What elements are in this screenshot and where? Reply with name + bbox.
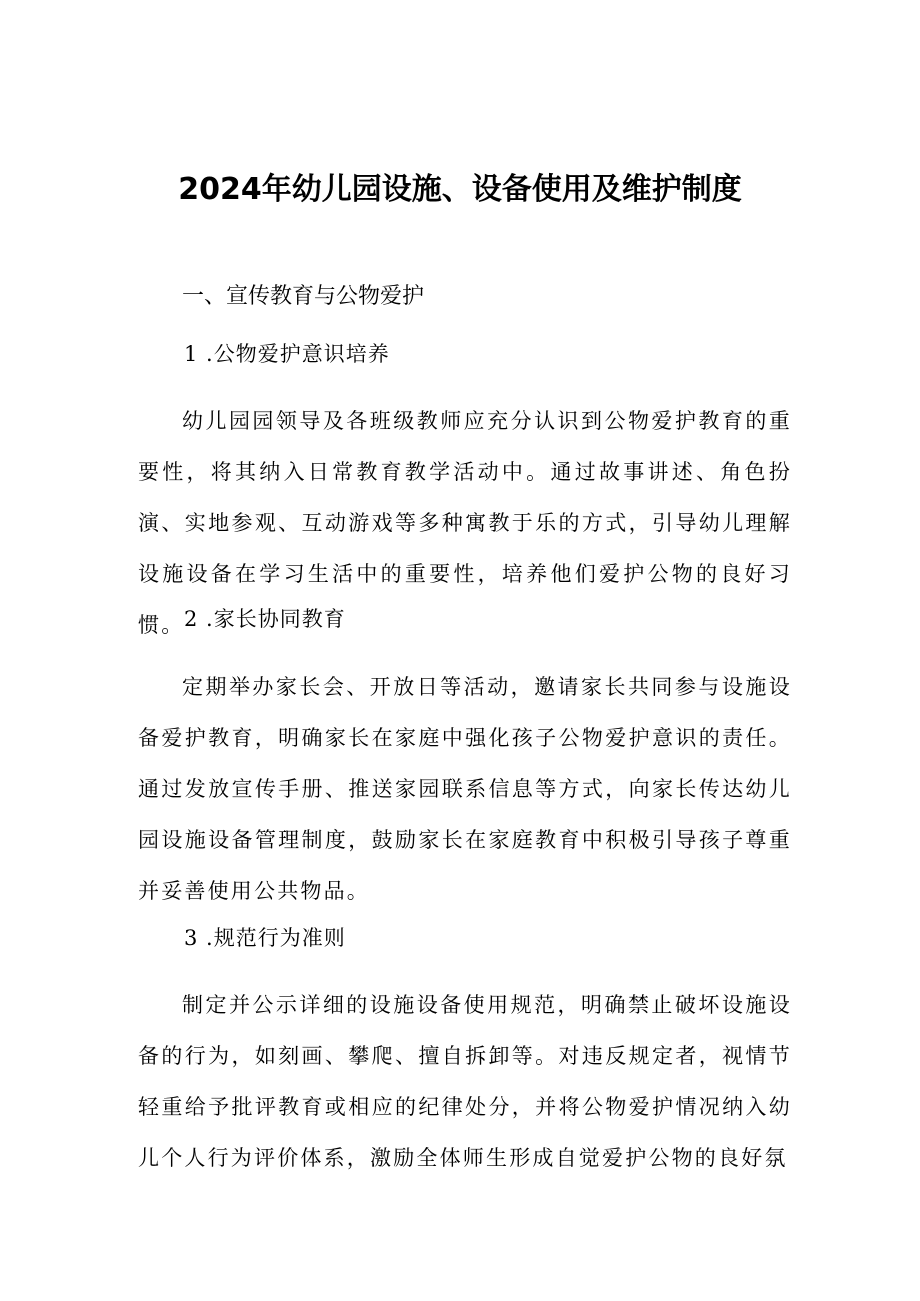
section-heading: 一、宣传教育与公物爱护 xyxy=(182,284,425,309)
paragraph-1: 幼儿园园领导及各班级教师应充分认识到公物爱护教育的重要性，将其纳入日常教育教学活动中。通过故事讲述、角色扮演、实地参观、互动游戏等多种寓教于乐的方式，引导幼儿理解设施设备在学习生活中的重要性，培养他们爱护公物的良好习惯。 xyxy=(138,409,792,637)
subheading-3: 3 .规范行为准则 xyxy=(184,926,346,950)
document-title: 2024年幼儿园设施、设备使用及维护制度 xyxy=(178,172,742,207)
paragraph-3: 制定并公示详细的设施设备使用规范，明确禁止破坏设施设备的行为，如刻画、攀爬、擅自拆卸等。对违反规定者，视情节轻重给予批评教育或相应的纪律处分，并将公物爱护情况纳入幼儿个人行为评价体系，激励全体师生形成自觉爱护公物的良好氛 xyxy=(138,993,792,1170)
subheading-2: 2 .家长协同教育 xyxy=(184,607,346,631)
paragraph-2: 定期举办家长会、开放日等活动，邀请家长共同参与设施设备爱护教育，明确家长在家庭中强化孩子公物爱护意识的责任。通过发放宣传手册、推送家园联系信息等方式，向家长传达幼儿园设施设备管理制度，鼓励家长在家庭教育中积极引导孩子尊重并妥善使用公共物品。 xyxy=(138,675,792,903)
subheading-1: 1 .公物爱护意识培养 xyxy=(184,342,390,366)
